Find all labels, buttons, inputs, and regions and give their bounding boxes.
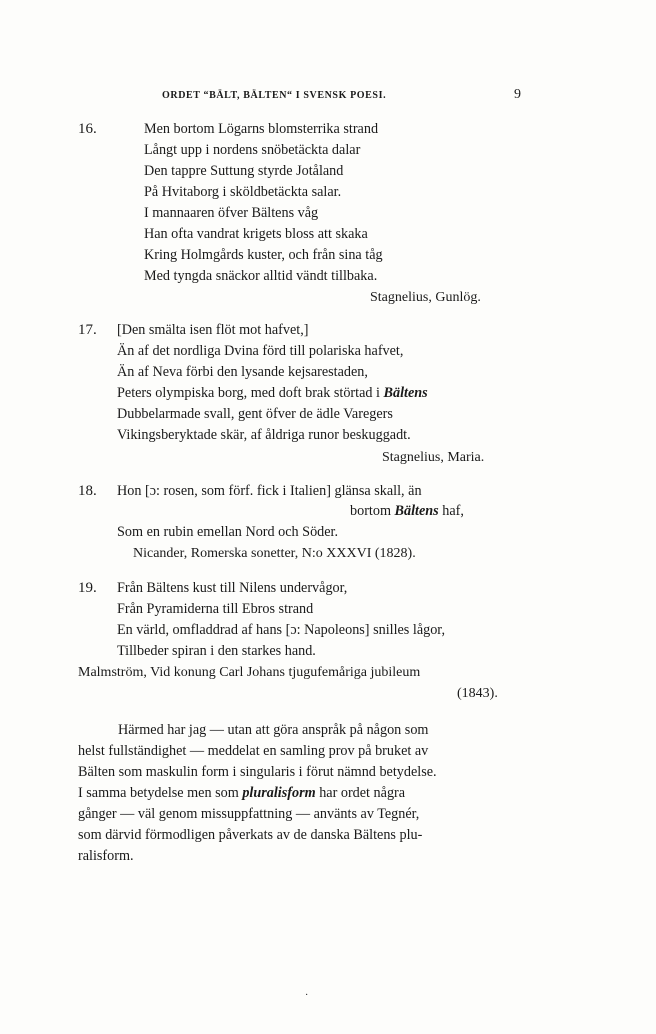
source-attribution: Stagnelius, Maria.: [382, 450, 485, 465]
source-attribution: Nicander, Romerska sonetter, N:o XXXVI (1828).: [133, 546, 416, 561]
paragraph-line: ralisform.: [78, 848, 134, 864]
verse-line: Vikingsberyktade skär, af åldriga runor beskuggadt.: [117, 427, 411, 443]
running-title: ORDET “BÄLT, BÄLTEN“ I SVENSK POESI.: [162, 90, 387, 101]
verse-line: I mannaaren öfver Bältens våg: [144, 205, 319, 221]
verse-line: Från Pyramiderna till Ebros strand: [117, 601, 314, 617]
verse-line: Kring Holmgårds kuster, och från sina tåg: [144, 247, 383, 263]
paragraph-line: som därvid förmodligen påverkats av de danska Bältens plu-: [78, 827, 423, 843]
verse-line: Den tappre Suttung styrde Jotåland: [144, 163, 344, 179]
verse-line: Än af det nordliga Dvina förd till polariska hafvet,: [117, 343, 404, 359]
verse-line: Han ofta vandrat krigets bloss att skaka: [144, 226, 368, 242]
verse-line: Tillbeder spiran i den starkes hand.: [117, 643, 316, 659]
verse-line: [Den smälta isen flöt mot hafvet,]: [117, 322, 309, 338]
verse-line: Dubbelarmade svall, gent öfver de ädle Varegers: [117, 406, 393, 422]
italic-word: Bältens: [394, 503, 439, 519]
entry-number: 19.: [78, 580, 97, 596]
paragraph-line: gånger — väl genom missuppfattning — använts av Tegnér,: [78, 806, 420, 822]
paragraph-line: I samma betydelse men som pluralisform har ordet några: [78, 785, 406, 801]
verse-line: Peters olympiska borg, med doft brak störtad i Bältens: [117, 385, 428, 401]
verse-line: Hon [ɔ: rosen, som förf. fick i Italien] glänsa skall, än: [117, 483, 422, 499]
paragraph-line: Bälten som maskulin form i singularis i förut nämnd betydelse.: [78, 764, 437, 780]
verse-line: Men bortom Lögarns blomsterrika strand: [144, 121, 379, 137]
verse-line: Som en rubin emellan Nord och Söder.: [117, 524, 339, 540]
verse-line: bortom Bältens haf,: [350, 503, 464, 519]
source-attribution-date: (1843).: [457, 686, 498, 701]
verse-line: Från Bältens kust till Nilens undervågor,: [117, 580, 348, 596]
verse-line: En värld, omfladdrad af hans [ɔ: Napoleons] snilles lågor,: [117, 622, 446, 638]
verse-line: Än af Neva förbi den lysande kejsarestaden,: [117, 364, 368, 380]
paragraph-line: helst fullständighet — meddelat en samling prov på bruket av: [78, 743, 429, 759]
italic-word: Bältens: [383, 385, 428, 401]
entry-number: 18.: [78, 483, 97, 499]
scan-speck: ·: [305, 990, 309, 1001]
entry-number: 16.: [78, 121, 97, 137]
paragraph-line: Härmed har jag — utan att göra anspråk på någon som: [118, 722, 429, 738]
verse-line: Långt upp i nordens snöbetäckta dalar: [144, 142, 361, 158]
verse-line: På Hvitaborg i sköldbetäckta salar.: [144, 184, 342, 200]
source-attribution: Malmström, Vid konung Carl Johans tjugufemåriga jubileum: [78, 665, 421, 680]
page-number: 9: [514, 87, 521, 102]
verse-line: Med tyngda snäckor alltid vändt tillbaka.: [144, 268, 378, 284]
source-attribution: Stagnelius, Gunlög.: [370, 290, 481, 305]
entry-number: 17.: [78, 322, 97, 338]
italic-word: pluralisform: [242, 785, 316, 801]
